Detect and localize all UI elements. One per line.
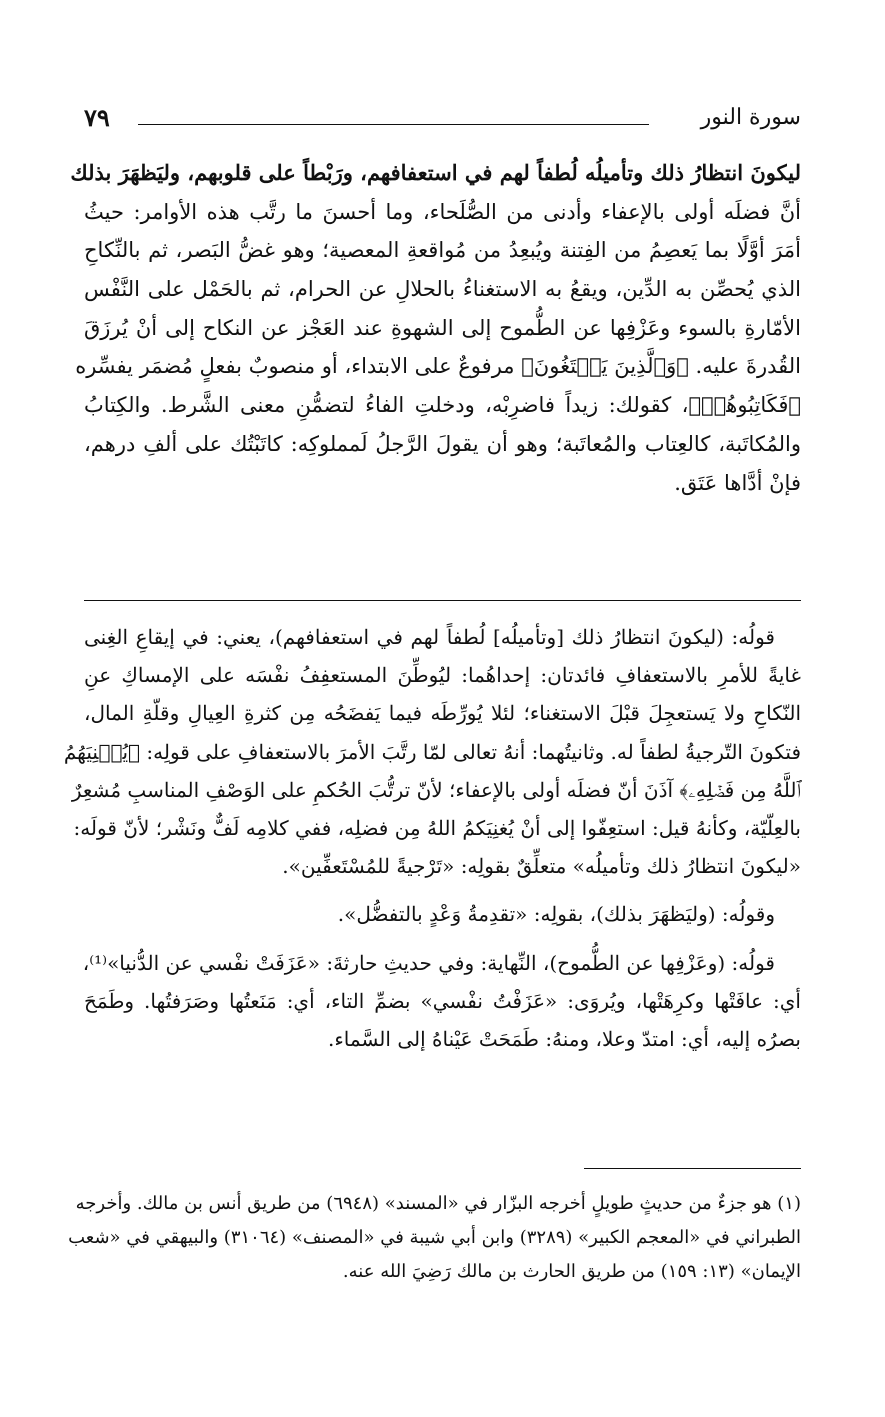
commentary-line: بالعِلّيّة، وكأنهُ قيل: استعِفّوا إلى أنْ يُغنِيَكمُ اللهُ مِن فضلِه، ففي كلامِه لَفٌّ ونَشْر؛ لأنّ قولَه: [73, 815, 801, 840]
main-line: الذي يُحصِّن به الدِّين، ويقعُ به الاستغناءُ بالحلالِ عن الحرام، ثم بالحَمْل على النَّفْس [84, 277, 801, 302]
main-line: ليكونَ انتظارُ ذلك وتأميلُه لُطفاً لهم في استعفافهم، ورَبْطاً على قلوبهم، وليَظهَرَ بذلك [70, 160, 801, 185]
footnotes [68, 1187, 801, 1289]
main-line: القُدرةَ عليه. ﴿وَٱلَّذِينَ يَبۡتَغُونَ﴾ مرفوعٌ على الابتداء، أو منصوبٌ بفعلٍ مُضمَر يفسِّره [75, 354, 801, 379]
commentary-line: أي: عافَتْها وكرِهَتْها، ويُروَى: «عَزَفْتُ نفْسي» بضمِّ التاء، أي: مَنَعتُها وصَرَفتُها. وطَمَحَ [84, 988, 801, 1013]
footnote-line: الإيمان» (١٣: ١٥٩) من طريق الحارث بن مالك رَضِيَ الله عنه. [342, 1261, 801, 1282]
commentary-line: بصرُه إليه، أي: امتدّ وعلا، ومنهُ: طَمَحَتْ عَيْناهُ إلى السَّماء. [328, 1026, 801, 1051]
main-line: أنَّ فضلَه أولى بالإعفاء وأدنى من الصُّلَحاء، وما أحسنَ ما رتَّب هذه الأوامر: حيثُ [84, 199, 801, 224]
main-line: فإنْ أدَّاها عَتَق. [674, 470, 801, 495]
surah-title: سورة النور [700, 105, 801, 130]
commentary-line: وقولُه: (وليَظهَرَ بذلك)، بقولِه: «تقدِمةُ وَعْدٍ بالتفضُّل». [337, 902, 775, 927]
footnote-line: الطبراني في «المعجم الكبير» (٣٢٨٩) وابن أبي شيبة في «المصنف» (٣١٠٦٤) والبيهقي في «شعب [68, 1227, 801, 1248]
footnote-rule [584, 1168, 801, 1169]
section-separator [84, 600, 801, 601]
header-rule [138, 124, 649, 125]
commentary-line: ٱللَّهُ مِن فَضۡلِهِۦ﴾ آذَنَ أنّ فضلَه أولى بالإعفاء؛ لأنّ ترتُّبَ الحُكمِ على الوَصْفِ المناسبِ مُشعِرٌ [71, 777, 801, 802]
page-number: ٧٩ [84, 103, 110, 132]
commentary-line: فتكونَ التّرجيةُ لطفاً له. وثانيتُهما: أنهُ تعالى لمّا رتَّبَ الأمرَ بالاستعفافِ على قولِه: ﴿يُغۡنِيَهُمُ [63, 739, 801, 764]
page-header [84, 100, 801, 136]
main-line: ﴿فَكَاتِبُوهُمۡ﴾، كقولك: زيداً فاضرِبْه، ودخلتِ الفاءُ لتضمُّنِ معنى الشَّرط. والكِتابُ [84, 393, 801, 418]
main-line: الأمّارةِ بالسوء وعَزْفِها عن الطُّموح إلى الشهوةِ عند العَجْز عن النكاح إلى أنْ يُرزَقَ [84, 315, 801, 340]
main-line: أمَرَ أوَّلًا بما يَعصِمُ من الفِتنة ويُبعِدُ من مُواقعةِ المعصية؛ وهو غضُّ البَصر، ثم بالنِّكاحِ [84, 238, 801, 263]
main-line: والمُكاتَبة، كالعِتاب والمُعاتَبة؛ وهو أن يقولَ الرَّجلُ لَمملوكِه: كاتَبْتُك على ألفِ درهم، [84, 431, 801, 456]
footnote-line: (١) هو جزءٌ من حديثٍ طويلٍ أخرجه البزّار في «المسند» (٦٩٤٨) من طريق أنس بن مالك. وأخرجه [75, 1193, 801, 1214]
commentary-line: قولُه: (ليكونَ انتظارُ ذلك [وتأميلُه] لُطفاً لهم في استعفافهم)، يعني: في إيقاعِ الغِنى [84, 625, 775, 649]
commentary-line: النّكاحِ ولا يَستعجِلَ قبْلَ الاستغناء؛ لئلا يُورِّطَه فيما يَفضَحُه مِن كثرةِ العِيالِ وقلّةِ المال، [84, 701, 801, 726]
commentary-text [63, 618, 801, 1058]
commentary-line: قولُه: (وعَزْفِها عن الطُّموح)، النِّهاية: وفي حديثِ حارثةَ: «عَزَفَتْ نفْسي عن الدُّنيا»⁽¹⁾، [82, 950, 775, 975]
commentary-line: «ليكونَ انتظارُ ذلك وتأميلُه» متعلِّقٌ بقولِه: «تَرْجيةً للمُسْتَعفِّين». [282, 854, 801, 879]
main-text [70, 154, 801, 502]
commentary-line: غايةً للأمرِ بالاستعفافِ فائدتان: إحداهُما: ليُوطِّنَ المستعفِفُ نفْسَه على الإمساكِ عنِ [84, 663, 801, 688]
